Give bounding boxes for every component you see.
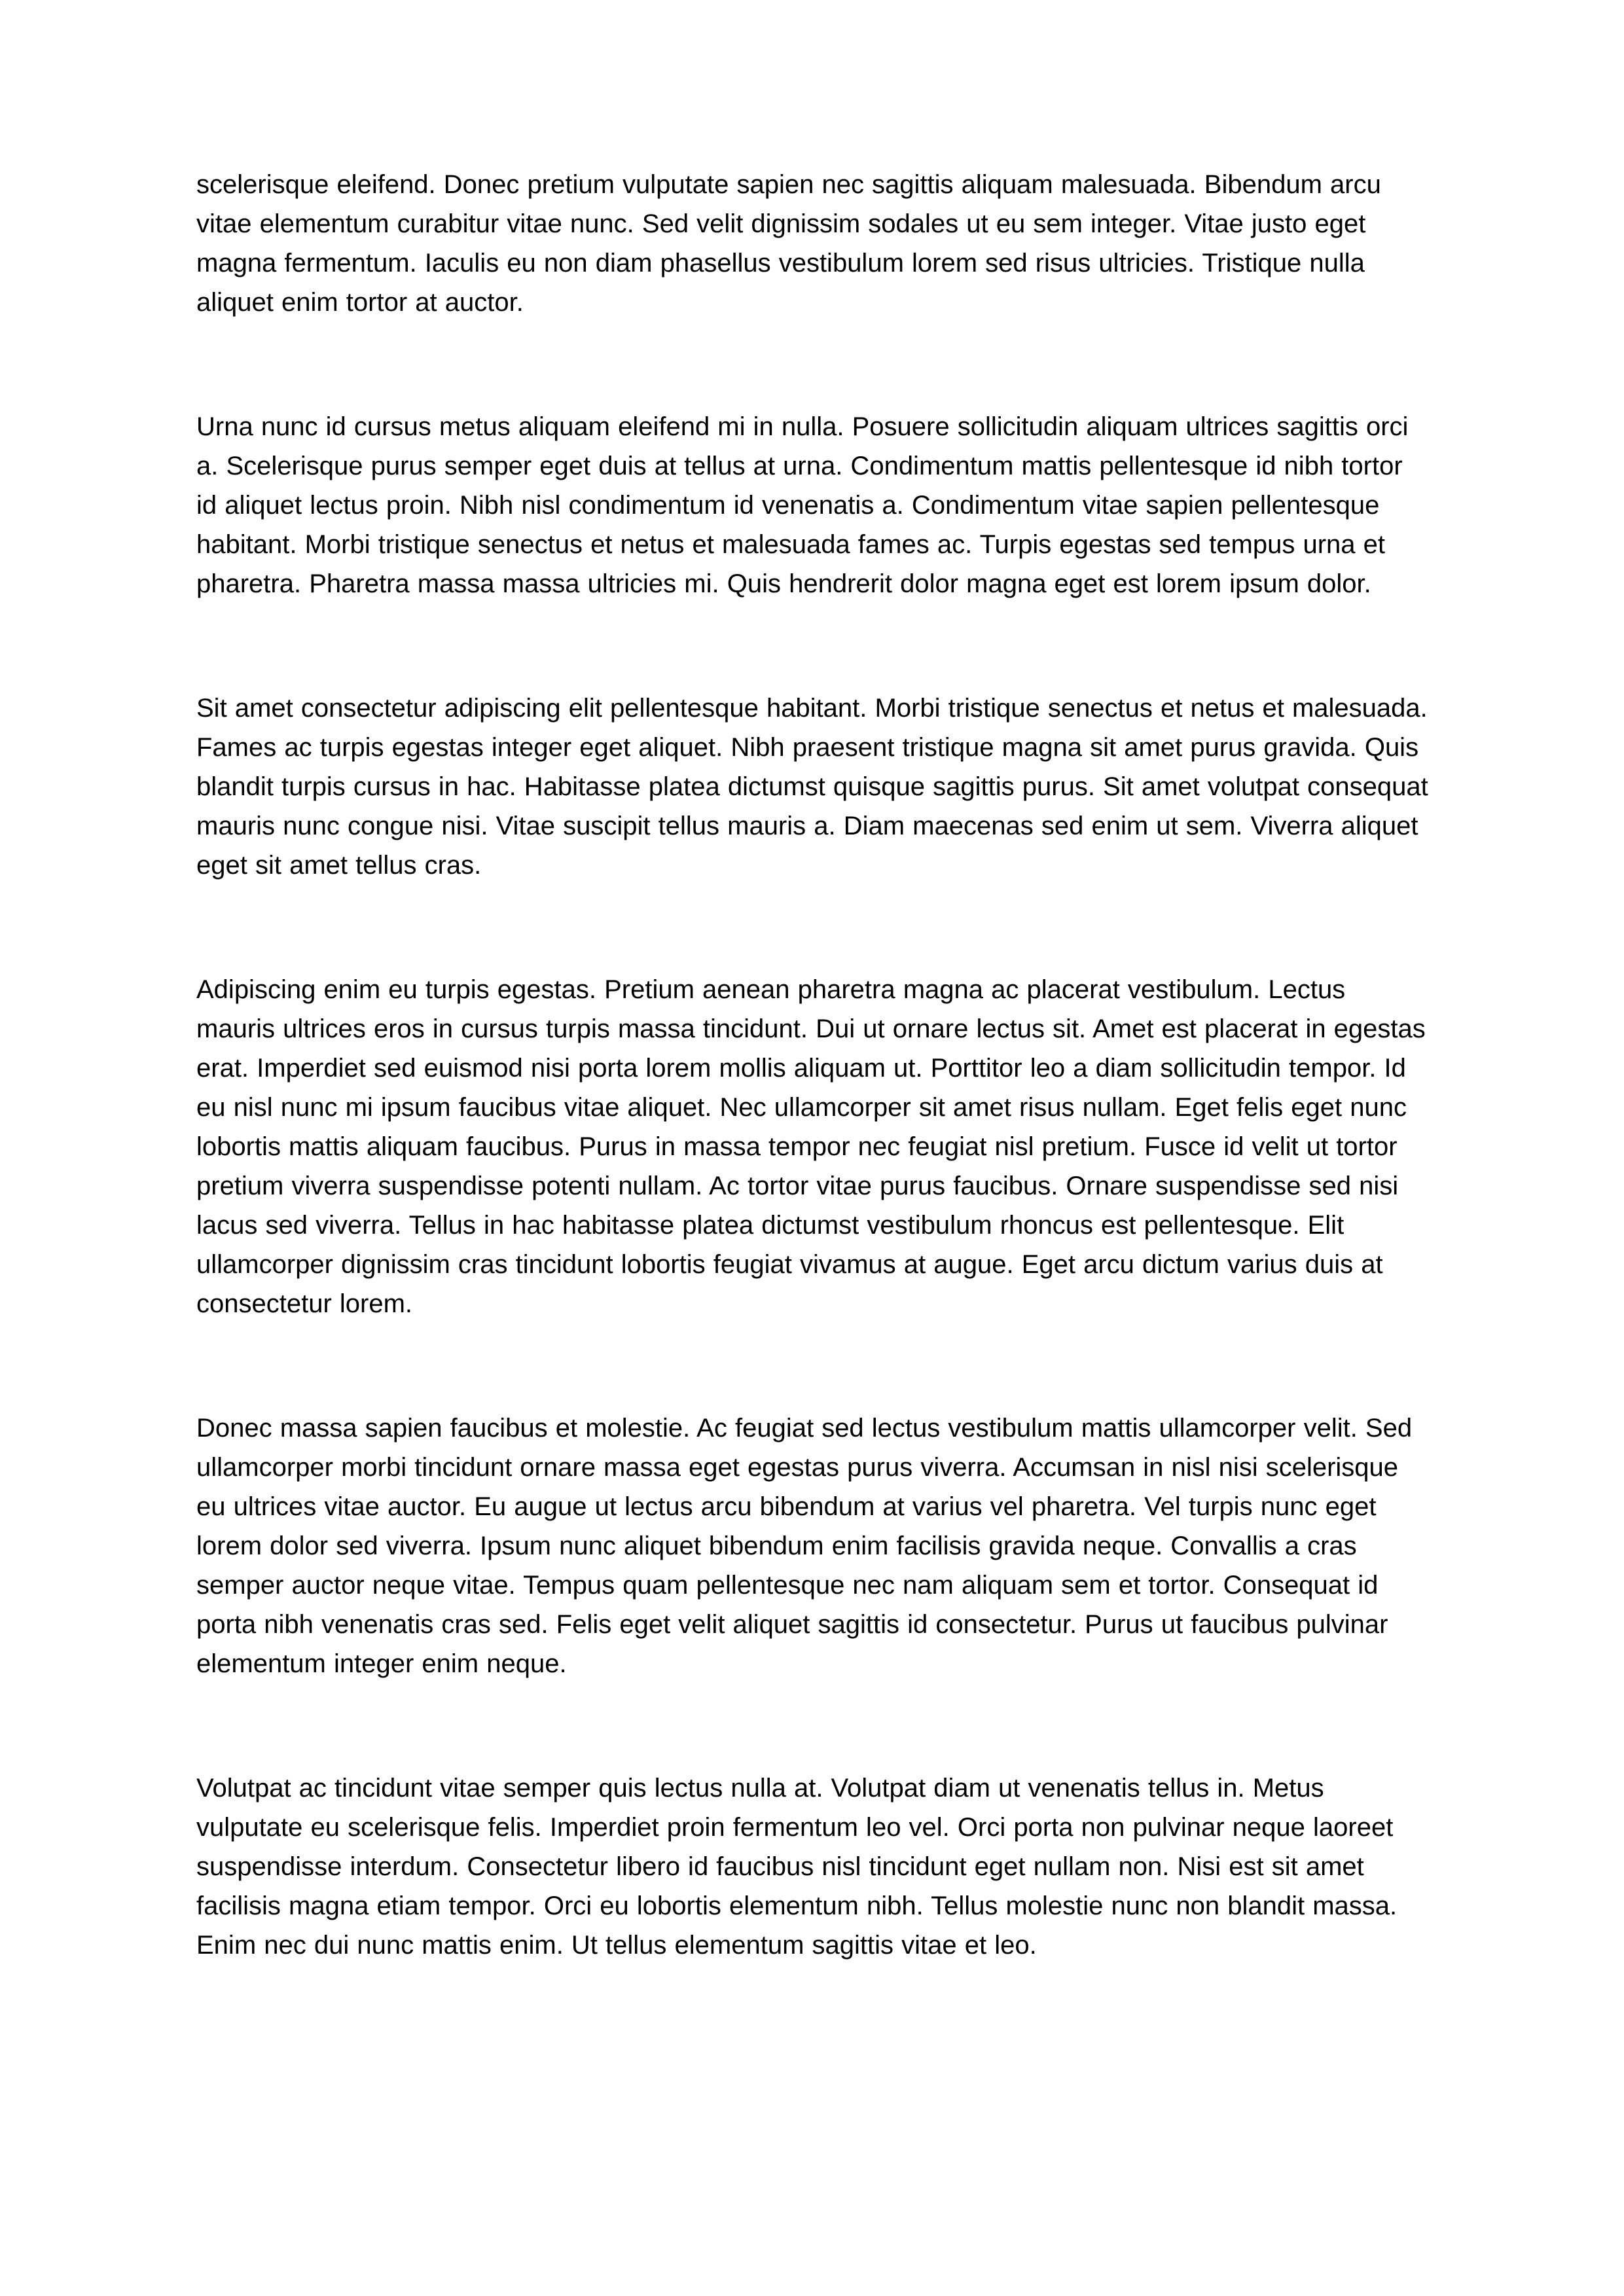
paragraph: Donec massa sapien faucibus et molestie. Ac feugiat sed lectus vestibulum mattis ullamcorper velit. Sed ullamcorper morbi tincidunt ornare massa eget egestas purus viverra. Accumsan in nisl nisi scelerisque eu ultrices vitae auctor. Eu augue ut lectus arcu bibendum at varius vel pharetra. Vel turpis nunc eget lorem dolor sed viverra. Ipsum nunc aliquet bibendum enim facilisis gravida neque. Convallis a cras semper auctor neque vitae. Tempus quam pellentesque nec nam aliquam sem et tortor. Consequat id porta nibh venenatis cras sed. Felis eget velit aliquet sagittis id consectetur. Purus ut faucibus pulvinar elementum integer enim neque. bbox=[196, 1414, 1413, 1678]
paragraph: Sit amet consectetur adipiscing elit pellentesque habitant. Morbi tristique senectus et netus et malesuada. Fames ac turpis egestas integer eget aliquet. Nibh praesent tristique magna sit amet purus gravida. Quis blandit turpis cursus in hac. Habitasse platea dictumst quisque sagittis purus. Sit amet volutpat consequat mauris nunc congue nisi. Vitae suscipit tellus mauris a. Diam maecenas sed enim ut sem. Viverra aliquet eget sit amet tellus cras. bbox=[196, 694, 1428, 880]
paragraph: Adipiscing enim eu turpis egestas. Pretium aenean pharetra magna ac placerat vestibulum. Lectus mauris ultrices eros in cursus turpis massa tincidunt. Dui ut ornare lectus sit. Amet est placerat in egestas erat. Imperdiet sed euismod nisi porta lorem mollis aliquam ut. Porttitor leo a diam sollicitudin tempor. Id eu nisl nunc mi ipsum faucibus vitae aliquet. Nec ullamcorper sit amet risus nullam. Eget felis eget nunc lobortis mattis aliquam faucibus. Purus in massa tempor nec feugiat nisl pretium. Fusce id velit ut tortor pretium viverra suspendisse potenti nullam. Ac tortor vitae purus faucibus. Ornare suspendisse sed nisi lacus sed viverra. Tellus in hac habitasse platea dictumst vestibulum rhoncus est pellentesque. Elit ullamcorper dignissim cras tincidunt lobortis feugiat vivamus at augue. Eget arcu dictum varius duis at consectetur lorem. bbox=[196, 975, 1426, 1318]
text-block bbox=[196, 165, 1430, 1965]
paragraph: scelerisque eleifend. Donec pretium vulputate sapien nec sagittis aliquam malesuada. Bibendum arcu vitae elementum curabitur vitae nunc. Sed velit dignissim sodales ut eu sem integer. Vitae justo eget magna fermentum. Iaculis eu non diam phasellus vestibulum lorem sed risus ultricies. Tristique nulla aliquet enim tortor at auctor. bbox=[196, 170, 1381, 317]
paragraph: Urna nunc id cursus metus aliquam eleifend mi in nulla. Posuere sollicitudin aliquam ultrices sagittis orci a. Scelerisque purus semper eget duis at tellus at urna. Condimentum mattis pellentesque id nibh tortor id aliquet lectus proin. Nibh nisl condimentum id venenatis a. Condimentum vitae sapien pellentesque habitant. Morbi tristique senectus et netus et malesuada fames ac. Turpis egestas sed tempus urna et pharetra. Pharetra massa massa ultricies mi. Quis hendrerit dolor magna eget est lorem ipsum dolor. bbox=[196, 412, 1409, 598]
paragraph: Volutpat ac tincidunt vitae semper quis lectus nulla at. Volutpat diam ut venenatis tellus in. Metus vulputate eu scelerisque felis. Imperdiet proin fermentum leo vel. Orci porta non pulvinar neque laoreet suspendisse interdum. Consectetur libero id faucibus nisl tincidunt eget nullam non. Nisi est sit amet facilisis magna etiam tempor. Orci eu lobortis elementum nibh. Tellus molestie nunc non blandit massa. Enim nec dui nunc mattis enim. Ut tellus elementum sagittis vitae et leo. bbox=[196, 1774, 1398, 1960]
